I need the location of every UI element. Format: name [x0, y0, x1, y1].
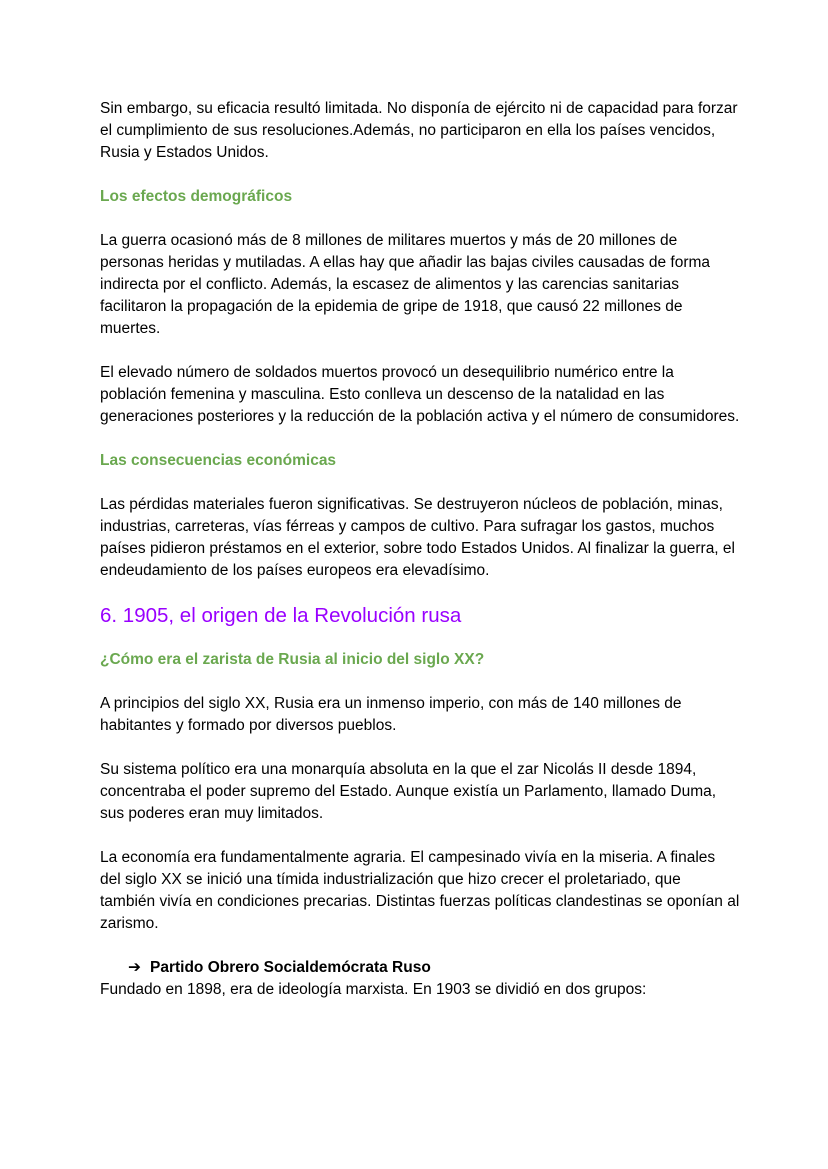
paragraph-perdidas-materiales: Las pérdidas materiales fueron significativas. Se destruyeron núcleos de población, minas, industrias, carreteras, vías férreas y campos de cultivo. Para sufragar los gastos, muchos países pidieron préstamos en el exterior, sobre todo Estados Unidos. Al finalizar la guerra, el endeudamiento de los países europeos era elevadísimo. [100, 496, 735, 579]
paragraph-economia-agraria: La economía era fundamentalmente agraria. El campesinado vivía en la miseria. A finales del siglo XX se inició una tímida industrialización que hizo crecer el proletariado, que también vivía en condiciones precarias. Distintas fuerzas políticas clandestinas se oponían al zarismo. [100, 849, 740, 932]
paragraph-victimas-guerra: La guerra ocasionó más de 8 millones de militares muertos y más de 20 millones de personas heridas y mutiladas. A ellas hay que añadir las bajas civiles causadas de forma indirecta por el conflicto. Además, la escasez de alimentos y las carencias sanitarias facilitaron la propagación de la epidemia de gripe de 1918, que causó 22 millones de muertes. [100, 232, 711, 337]
paragraph-desequilibrio-poblacion: El elevado número de soldados muertos provocó un desequilibrio numérico entre la población femenina y masculina. Esto conlleva un descenso de la natalidad en las generaciones posteriores y la reducción de la población activa y el número de consumidores. [100, 364, 740, 425]
paragraph-imperio-ruso: A principios del siglo XX, Rusia era un inmenso imperio, con más de 140 millones de habitantes y formado por diversos pueblos. [100, 695, 682, 734]
subheading-zarismo-rusia: ¿Cómo era el zarista de Rusia al inicio del siglo XX? [100, 651, 485, 668]
bullet-label: Partido Obrero Socialdemócrata Ruso [150, 959, 431, 976]
paragraph-fundacion-partido: Fundado en 1898, era de ideología marxista. En 1903 se dividió en dos grupos: [100, 981, 647, 998]
arrow-right-icon: ➔ [128, 959, 141, 976]
paragraph-sdn-eficacia: Sin embargo, su eficacia resultó limitada. No disponía de ejército ni de capacidad para forzar el cumplimiento de sus resoluciones.Además, no participaron en ella los países vencidos, Rusia y Estados Unidos. [100, 100, 738, 161]
bullet-partido-obrero [128, 957, 740, 979]
subheading-efectos-demograficos: Los efectos demográficos [100, 188, 293, 205]
section-heading-revolucion-rusa: 6. 1905, el origen de la Revolución rusa [100, 604, 462, 627]
document-page [100, 98, 740, 1001]
subheading-consecuencias-economicas: Las consecuencias económicas [100, 452, 337, 469]
paragraph-sistema-politico: Su sistema político era una monarquía absoluta en la que el zar Nicolás II desde 1894, concentraba el poder supremo del Estado. Aunque existía un Parlamento, llamado Duma, sus poderes eran muy limitados. [100, 761, 717, 822]
